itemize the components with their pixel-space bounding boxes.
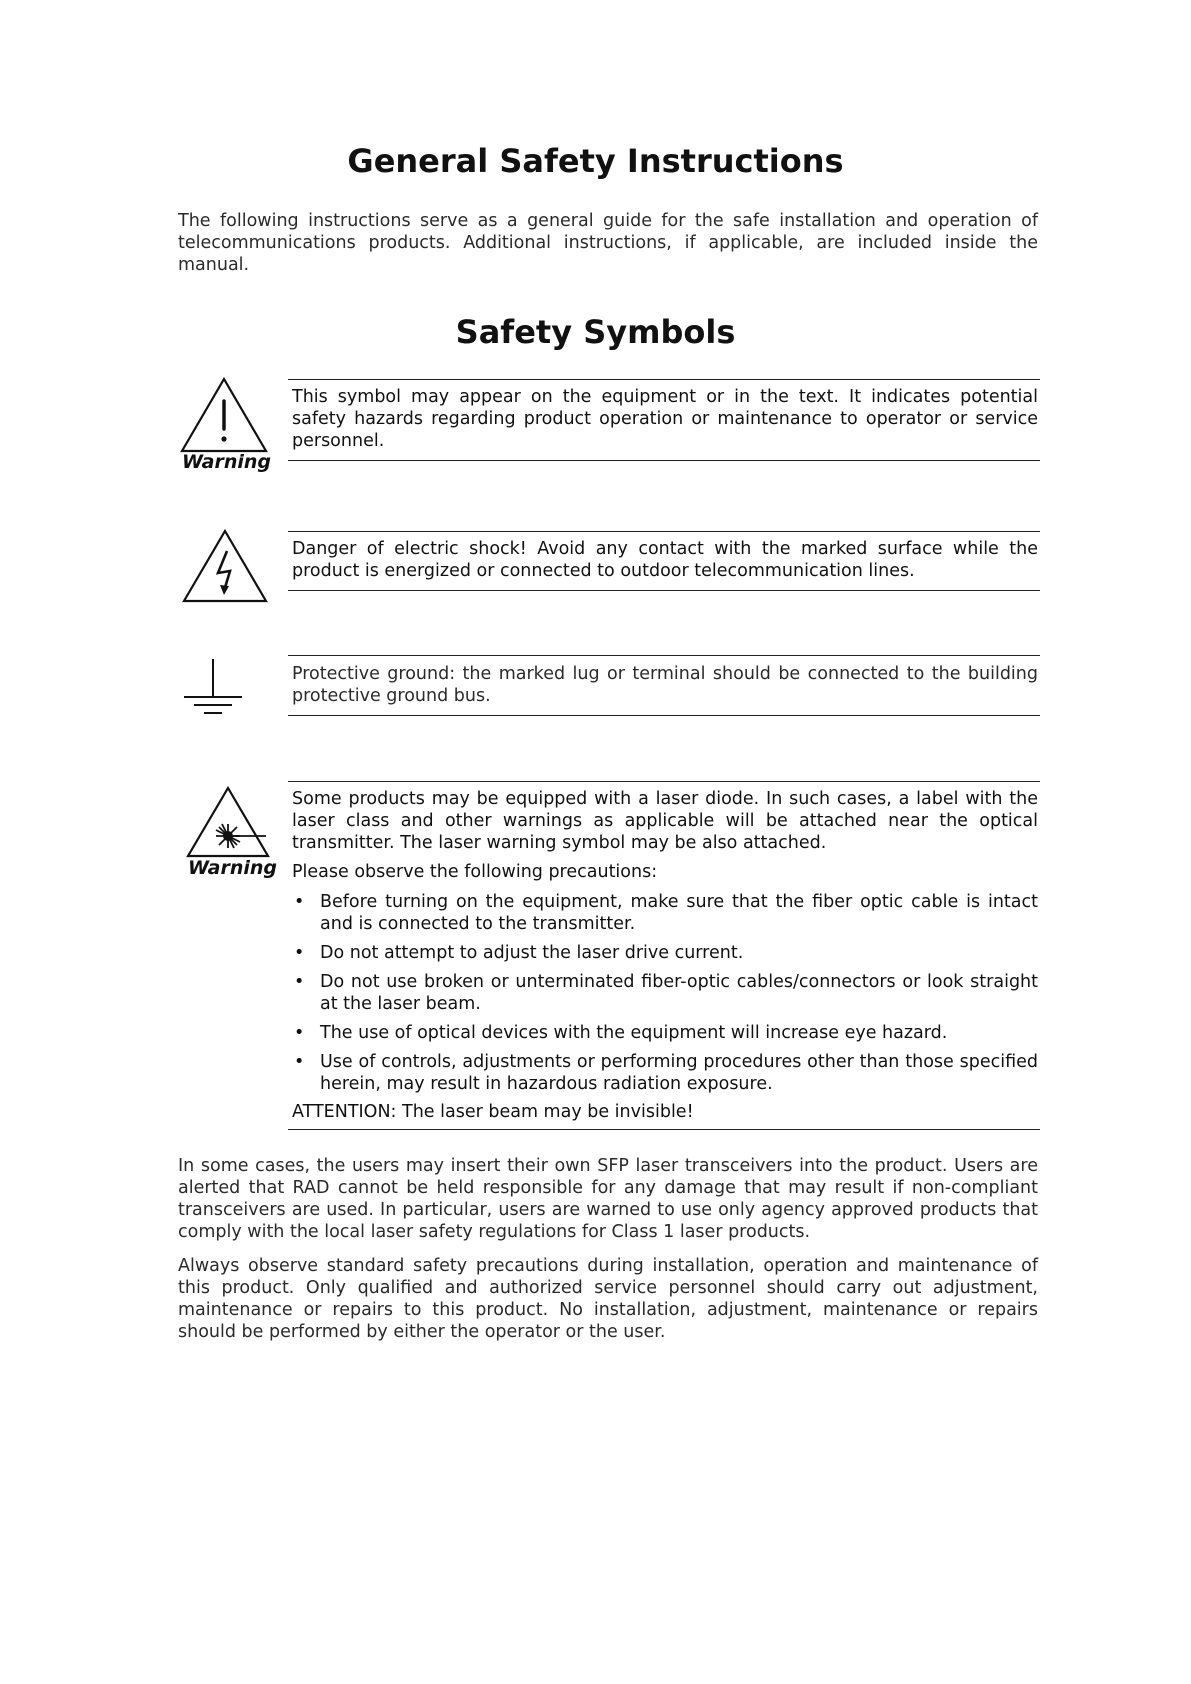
list-item: • The use of optical devices with the equipment will increase eye hazard. (294, 1023, 948, 1043)
divider (288, 781, 1040, 782)
laser-warning-label: Warning (188, 857, 278, 879)
closing-paragraph-1: In some cases, the users may insert their own SFP laser transceivers into the product. Users are alerted that RAD cannot be held responsible for any damage that may result if non-compliant transceivers are used. In particular, users are warned to use only agency approved products that comply with the local laser safety regulations for Class 1 laser products. (178, 1156, 1038, 1242)
precautions-list (292, 891, 1038, 1102)
divider (288, 379, 1040, 380)
attention-notice: ATTENTION: The laser beam may be invisible! (292, 1102, 694, 1122)
bullet: • (294, 1023, 305, 1043)
divider (288, 1129, 1040, 1130)
bullet: • (294, 972, 305, 992)
protective-ground-icon (180, 657, 246, 717)
warning-symbol-description: This symbol may appear on the equipment or in the text. It indicates potential safety hazards regarding product operation or maintenance to operator or service personnel. (292, 387, 1038, 451)
section-heading-safety-symbols: Safety Symbols (455, 313, 736, 351)
list-item: • Do not use broken or unterminated fiber-optic cables/connectors or look straight at the laser beam. (294, 972, 1038, 1014)
page-title: General Safety Instructions (347, 142, 844, 180)
bullet: • (294, 1052, 305, 1072)
bullet: • (294, 943, 305, 963)
intro-paragraph: The following instructions serve as a general guide for the safe installation and operation of telecommunications products. Additional instructions, if applicable, are included inside the manual. (178, 211, 1038, 275)
shock-symbol-description: Danger of electric shock! Avoid any contact with the marked surface while the product is energized or connected to outdoor telecommunication lines. (292, 539, 1038, 581)
divider (288, 531, 1040, 532)
electric-shock-icon (182, 529, 268, 603)
divider (288, 590, 1040, 591)
list-item: • Use of controls, adjustments or performing procedures other than those specified herein, may result in hazardous radiation exposure. (294, 1052, 1038, 1094)
list-item: • Do not attempt to adjust the laser drive current. (294, 943, 744, 963)
precautions-intro: Please observe the following precautions: (292, 862, 658, 882)
divider (288, 460, 1040, 461)
list-item: • Before turning on the equipment, make sure that the fiber optic cable is intact and is connected to the transmitter. (294, 892, 1038, 934)
laser-symbol-description: Some products may be equipped with a laser diode. In such cases, a label with the laser class and other warnings as applicable will be attached near the optical transmitter. The laser warning symbol may be also attached. (292, 789, 1038, 853)
bullet: • (294, 892, 305, 912)
warning-label: Warning (182, 451, 272, 473)
divider (288, 715, 1040, 716)
laser-warning-icon (186, 786, 270, 858)
warning-triangle-icon (180, 377, 268, 453)
closing-paragraph-2: Always observe standard safety precautions during installation, operation and maintenance of this product. Only qualified and authorized service personnel should carry out adjustment, maintenance or repairs to this product. No installation, adjustment, maintenance or repairs should be performed by either the operator or the user. (178, 1256, 1038, 1342)
ground-symbol-description: Protective ground: the marked lug or terminal should be connected to the building protective ground bus. (292, 664, 1038, 706)
divider (288, 655, 1040, 656)
